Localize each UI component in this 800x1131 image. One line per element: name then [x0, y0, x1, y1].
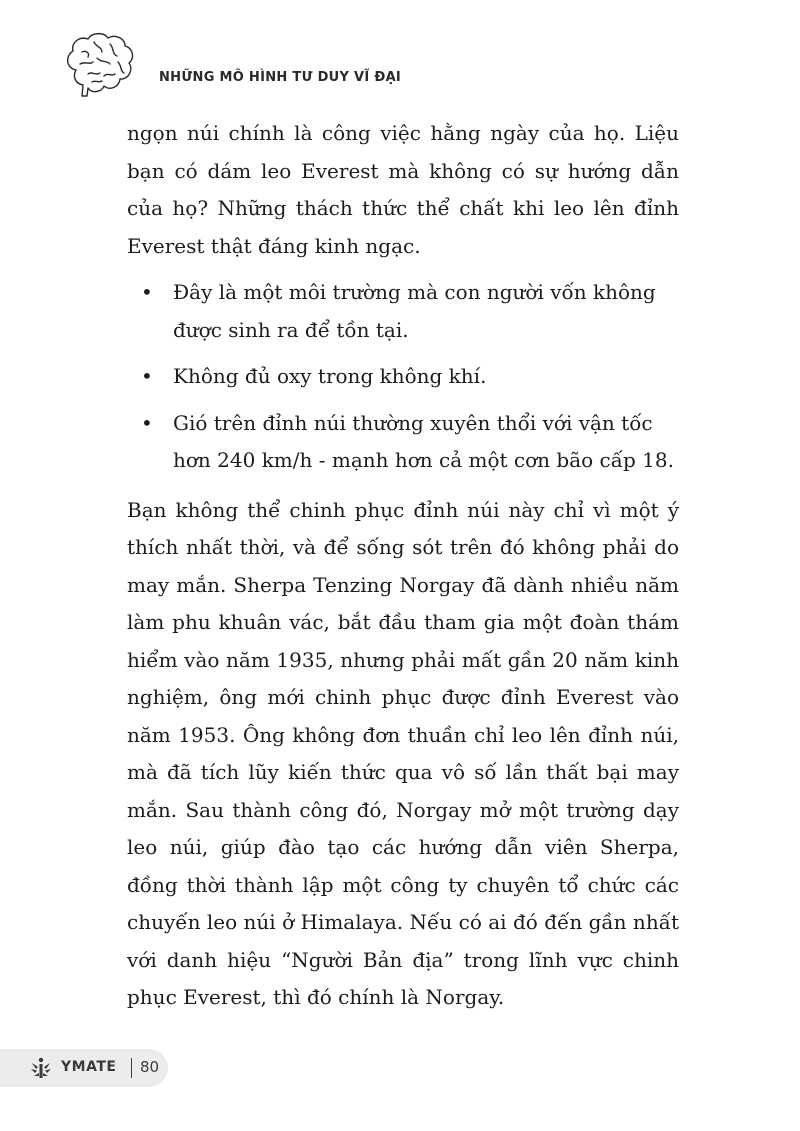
running-header-title: NHỮNG MÔ HÌNH TƯ DUY VĨ ĐẠI	[159, 70, 402, 85]
bullet-marker: •	[141, 280, 153, 304]
page-footer	[0, 1049, 168, 1087]
list-item	[127, 274, 679, 349]
bullet-marker: •	[141, 410, 153, 435]
brain-icon	[62, 30, 142, 100]
list-item-text: Không đủ oxy trong không khí.	[173, 364, 487, 388]
body-paragraph: Bạn không thể chinh phục đỉnh núi này chỉ vì một ý thích nhất thời, và để sống sót trên đó không phải do may mắn. Sherpa Tenzing Norgay đã dành nhiều năm làm phu khuân vác, bắt đầu tham gia một đoàn thám hiểm vào năm 1935, nhưng phải mất gần 20 năm kinh nghiệm, ông mới chinh phục được đỉnh Everest vào năm 1953. Ông không đơn thuần chỉ leo lên đỉnh núi, mà đã tích lũy kiến thức qua vô số lần thất bại may mắn. Sau thành công đó, Norgay mở một trường dạy leo núi, giúp đào tạo các hướng dẫn viên Sherpa, đồng thời thành lập một công ty chuyên tổ chức các chuyến leo núi ở Himalaya. Nếu có ai đó đến gần nhất với danh hiệu “Người Bản địa” trong lĩnh vực chinh phục Everest, thì đó chính là Norgay.	[127, 497, 679, 1009]
list-item-text: Gió trên đỉnh núi thường xuyên thổi với vận tốc hơn 240 km/h - mạnh hơn cả một cơn bão cấp 18.	[173, 410, 674, 472]
bullet-list	[127, 274, 679, 480]
bullet-marker: •	[141, 364, 153, 388]
list-item	[127, 358, 679, 396]
footer-divider	[131, 1058, 132, 1078]
page-body	[127, 115, 679, 1017]
page-header	[62, 30, 762, 100]
brand-name: YMATE	[61, 1059, 117, 1075]
page-number: 80	[140, 1058, 160, 1076]
ymate-logo-icon	[30, 1057, 52, 1079]
intro-paragraph: ngọn núi chính là công việc hằng ngày của họ. Liệu bạn có dám leo Everest mà không có sự hướng dẫn của họ? Những thách thức thể chất khi leo lên đỉnh Everest thật đáng kinh ngạc.	[127, 121, 679, 258]
list-item-text: Đây là một môi trường mà con người vốn không được sinh ra để tồn tại.	[173, 280, 656, 342]
list-item	[127, 405, 679, 480]
